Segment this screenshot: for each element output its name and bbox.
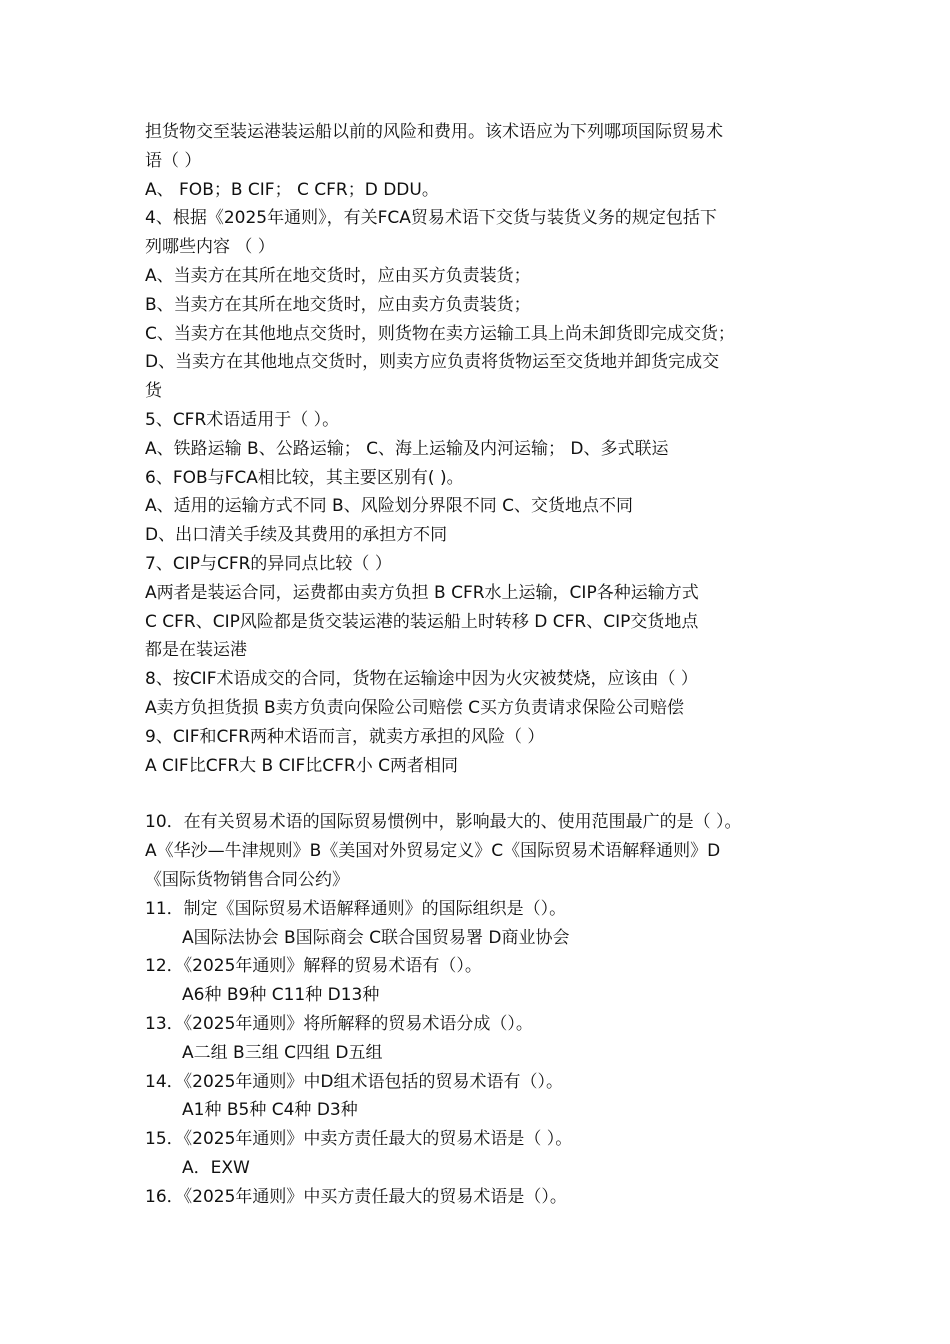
question-9: 9、CIF和CFR两种术语而言，就卖方承担的风险（ ） [145, 726, 545, 747]
option-line: A二组 B三组 C四组 D五组 [182, 1042, 383, 1063]
option-line: D、当卖方在其他地点交货时，则卖方应负责将货物运至交货地并卸货完成交 [145, 352, 720, 373]
option-line: A．EXW [182, 1157, 250, 1178]
option-line: C、当卖方在其他地点交货时，则货物在卖方运输工具上尚未卸货即完成交货； [145, 323, 735, 344]
text-line: 《国际货物销售合同公约》 [145, 869, 349, 890]
option-line: A、适用的运输方式不同 B、风险划分界限不同 C、交货地点不同 [145, 496, 633, 517]
option-line: A卖方负担货损 B卖方负责向保险公司赔偿 C买方负责请求保险公司赔偿 [145, 697, 684, 718]
question-12: 12．《2025年通则》解释的贸易术语有（）。 [145, 956, 482, 977]
text-line: A、 FOB；B CIF； C CFR；D DDU。 [145, 179, 439, 200]
question-8: 8、按CIF术语成交的合同，货物在运输途中因为火灾被焚烧，应该由（ ） [145, 669, 698, 690]
question-16: 16．《2025年通则》中买方责任最大的贸易术语是（）。 [145, 1186, 567, 1207]
option-line: A两者是装运合同，运费都由卖方负担 B CFR水上运输，CIP各种运输方式 [145, 582, 699, 603]
question-6: 6、FOB与FCA相比较，其主要区别有( )。 [145, 467, 464, 488]
question-5: 5、CFR术语适用于（ ）。 [145, 409, 340, 430]
text-line: 语（ ） [145, 150, 202, 171]
option-line: B、当卖方在其所在地交货时，应由卖方负责装货； [145, 294, 531, 315]
question-14: 14．《2025年通则》中D组术语包括的贸易术语有（）。 [145, 1071, 563, 1092]
blank-line [145, 780, 835, 808]
option-line: A、铁路运输 B、公路运输； C、海上运输及内河运输； D、多式联运 [145, 438, 669, 459]
text-line: 都是在装运港 [145, 640, 247, 661]
option-line: A国际法协会 B国际商会 C联合国贸易署 D商业协会 [182, 927, 570, 948]
option-line: A CIF比CFR大 B CIF比CFR小 C两者相同 [145, 755, 459, 776]
option-line: A《华沙—牛津规则》B《美国对外贸易定义》C《国际贸易术语解释通则》D [145, 841, 721, 862]
option-line: A1种 B5种 C4种 D3种 [182, 1100, 358, 1121]
question-4: 4、根据《2025年通则》，有关FCA贸易术语下交货与装货义务的规定包括下 [145, 208, 717, 229]
option-line: C CFR、CIP风险都是货交装运港的装运船上时转移 D CFR、CIP交货地点 [145, 611, 699, 632]
option-line: A、当卖方在其所在地交货时，应由买方负责装货； [145, 265, 531, 286]
text-line: 货 [145, 381, 162, 402]
question-15: 15．《2025年通则》中卖方责任最大的贸易术语是（ ）。 [145, 1129, 573, 1150]
text-line: 担货物交至装运港装运船以前的风险和费用。该术语应为下列哪项国际贸易术 [145, 122, 723, 142]
question-11: 11．制定《国际贸易术语解释通则》的国际组织是（）。 [145, 898, 567, 919]
option-line: A6种 B9种 C11种 D13种 [182, 985, 380, 1006]
question-7: 7、CIP与CFR的异同点比较（ ） [145, 553, 392, 574]
text-line: 列哪些内容 （ ） [145, 237, 275, 258]
document-page [145, 118, 835, 1211]
option-line: D、出口清关手续及其费用的承担方不同 [145, 525, 448, 546]
question-13: 13．《2025年通则》将所解释的贸易术语分成（）。 [145, 1013, 533, 1034]
question-10: 10．在有关贸易术语的国际贸易惯例中，影响最大的、使用范围最广的是（ ）。 [145, 812, 742, 833]
